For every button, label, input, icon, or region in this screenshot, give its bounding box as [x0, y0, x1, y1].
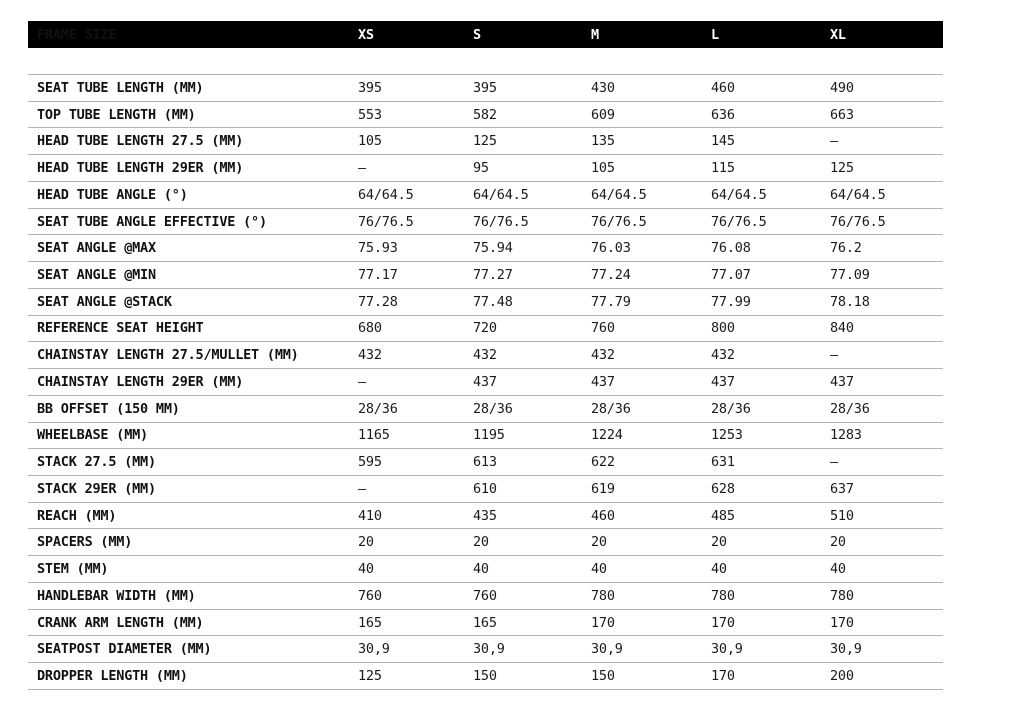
spec-value-m: 77.79: [591, 293, 631, 310]
header-spacer-row: [28, 48, 943, 75]
spec-value-m: 619: [591, 480, 615, 497]
spec-value-s: 30,9: [473, 641, 505, 658]
spec-value-l: 77.07: [711, 267, 751, 283]
table-row: [28, 102, 943, 129]
spec-value-xl: 78.18: [830, 293, 870, 310]
spec-value-m: 76.03: [591, 240, 631, 257]
spec-label: BB OFFSET (150 MM): [37, 400, 180, 417]
column-header-m: M: [591, 26, 599, 43]
table-header-row: [28, 21, 943, 48]
spec-label: SEAT ANGLE @MAX: [37, 240, 156, 257]
spec-value-m: 28/36: [591, 400, 631, 417]
spec-label: REACH (MM): [37, 507, 117, 524]
spec-label: SPACERS (MM): [37, 534, 133, 551]
table-row: [28, 423, 943, 450]
spec-value-l: 437: [711, 373, 735, 390]
spec-value-s: 437: [473, 373, 497, 390]
spec-value-m: 622: [591, 454, 615, 471]
spec-value-l: 170: [711, 614, 735, 631]
spec-label: STACK 29ER (MM): [37, 480, 156, 497]
table-row: [28, 235, 943, 262]
spec-value-xs: 680: [358, 320, 382, 337]
spec-value-m: 40: [591, 561, 607, 578]
spec-label: HEAD TUBE ANGLE (°): [37, 186, 188, 203]
table-row: [28, 396, 943, 423]
spec-value-xs: 76/76.5: [358, 213, 414, 230]
table-row: [28, 556, 943, 583]
spec-value-m: 437: [591, 373, 615, 390]
spec-value-l: 485: [711, 507, 735, 524]
spec-value-s: 613: [473, 454, 497, 471]
spec-value-xl: –: [830, 454, 838, 471]
spec-value-xl: 840: [830, 320, 854, 337]
spec-value-xs: 410: [358, 507, 382, 524]
spec-value-m: 780: [591, 587, 615, 604]
spec-value-xl: 64/64.5: [830, 186, 886, 203]
spec-label: STEM (MM): [37, 561, 109, 578]
spec-value-s: 76/76.5: [473, 213, 529, 230]
spec-value-xs: –: [358, 480, 366, 497]
spec-value-l: 77.99: [711, 293, 751, 310]
spec-value-m: 30,9: [591, 641, 623, 658]
spec-label: REFERENCE SEAT HEIGHT: [37, 320, 204, 337]
spec-label: CHAINSTAY LENGTH 29ER (MM): [37, 373, 244, 390]
spec-value-l: 170: [711, 668, 735, 685]
column-header-xl: XL: [830, 26, 846, 43]
spec-value-xs: 105: [358, 133, 382, 150]
spec-value-xs: –: [358, 373, 366, 390]
spec-label: DROPPER LENGTH (MM): [37, 668, 188, 685]
spec-label: SEAT ANGLE @MIN: [37, 267, 156, 283]
spec-value-xl: 490: [830, 79, 854, 96]
table-body: [28, 75, 943, 690]
table-row: [28, 128, 943, 155]
table-row: [28, 610, 943, 637]
spec-value-xl: –: [830, 133, 838, 150]
spec-value-xs: 165: [358, 614, 382, 631]
spec-value-m: 135: [591, 133, 615, 150]
spec-label: SEATPOST DIAMETER (MM): [37, 641, 212, 658]
spec-value-xs: 595: [358, 454, 382, 471]
spec-value-s: 582: [473, 106, 497, 123]
spec-label: SEAT ANGLE @STACK: [37, 293, 172, 310]
spec-value-m: 460: [591, 507, 615, 524]
spec-value-m: 1224: [591, 427, 623, 444]
table-row: [28, 369, 943, 396]
spec-value-m: 76/76.5: [591, 213, 647, 230]
spec-label: SEAT TUBE ANGLE EFFECTIVE (°): [37, 213, 267, 230]
spec-value-m: 170: [591, 614, 615, 631]
spec-value-s: 64/64.5: [473, 186, 529, 203]
spec-value-xs: 40: [358, 561, 374, 578]
spec-value-xs: 30,9: [358, 641, 390, 658]
spec-value-l: 1253: [711, 427, 743, 444]
spec-value-l: 780: [711, 587, 735, 604]
spec-value-l: 30,9: [711, 641, 743, 658]
spec-value-m: 760: [591, 320, 615, 337]
spec-value-m: 64/64.5: [591, 186, 647, 203]
column-header-s: S: [473, 26, 481, 43]
spec-label: WHEELBASE (MM): [37, 427, 148, 444]
spec-value-l: 631: [711, 454, 735, 471]
spec-value-xs: 77.28: [358, 293, 398, 310]
spec-value-l: 636: [711, 106, 735, 123]
spec-value-xl: –: [830, 347, 838, 364]
spec-label: STACK 27.5 (MM): [37, 454, 156, 471]
spec-value-l: 76.08: [711, 240, 751, 257]
spec-value-l: 628: [711, 480, 735, 497]
spec-label: SEAT TUBE LENGTH (MM): [37, 79, 204, 96]
table-row: [28, 209, 943, 236]
spec-value-s: 28/36: [473, 400, 513, 417]
spec-value-s: 1195: [473, 427, 505, 444]
spec-value-xl: 637: [830, 480, 854, 497]
spec-value-l: 115: [711, 160, 735, 177]
spec-value-xl: 780: [830, 587, 854, 604]
spec-value-xl: 170: [830, 614, 854, 631]
spec-value-xs: 760: [358, 587, 382, 604]
spec-value-s: 125: [473, 133, 497, 150]
spec-value-xl: 437: [830, 373, 854, 390]
spec-value-s: 77.27: [473, 267, 513, 283]
spec-value-s: 760: [473, 587, 497, 604]
table-row: [28, 75, 943, 102]
spec-value-xs: 64/64.5: [358, 186, 414, 203]
spec-value-s: 150: [473, 668, 497, 685]
spec-value-xl: 510: [830, 507, 854, 524]
spec-value-xs: 28/36: [358, 400, 398, 417]
table-row: [28, 663, 943, 690]
frame-geometry-table: [28, 21, 943, 690]
spec-value-xl: 40: [830, 561, 846, 578]
table-row: [28, 342, 943, 369]
spec-value-l: 432: [711, 347, 735, 364]
table-row: [28, 316, 943, 343]
spec-value-s: 165: [473, 614, 497, 631]
spec-value-s: 395: [473, 79, 497, 96]
spec-value-xl: 30,9: [830, 641, 862, 658]
spec-value-xs: 553: [358, 106, 382, 123]
spec-value-xl: 77.09: [830, 267, 870, 283]
spec-value-s: 432: [473, 347, 497, 364]
spec-value-xl: 200: [830, 668, 854, 685]
table-row: [28, 583, 943, 610]
spec-label: CRANK ARM LENGTH (MM): [37, 614, 204, 631]
spec-value-xs: 20: [358, 534, 374, 551]
spec-value-xs: –: [358, 160, 366, 177]
table-row: [28, 529, 943, 556]
spec-value-s: 720: [473, 320, 497, 337]
table-row: [28, 449, 943, 476]
spec-value-xs: 75.93: [358, 240, 398, 257]
spec-value-s: 75.94: [473, 240, 513, 257]
table-row: [28, 503, 943, 530]
spec-label: HANDLEBAR WIDTH (MM): [37, 587, 196, 604]
spec-value-m: 150: [591, 668, 615, 685]
table-row: [28, 289, 943, 316]
column-header-l: L: [711, 26, 719, 43]
spec-label: HEAD TUBE LENGTH 29ER (MM): [37, 160, 244, 177]
spec-value-l: 145: [711, 133, 735, 150]
spec-label: TOP TUBE LENGTH (MM): [37, 106, 196, 123]
spec-value-s: 610: [473, 480, 497, 497]
spec-value-xs: 395: [358, 79, 382, 96]
spec-value-xs: 1165: [358, 427, 390, 444]
table-row: [28, 182, 943, 209]
spec-value-l: 64/64.5: [711, 186, 767, 203]
spec-value-s: 77.48: [473, 293, 513, 310]
spec-value-l: 40: [711, 561, 727, 578]
spec-value-s: 20: [473, 534, 489, 551]
table-row: [28, 262, 943, 289]
spec-value-s: 95: [473, 160, 489, 177]
spec-label: HEAD TUBE LENGTH 27.5 (MM): [37, 133, 244, 150]
spec-value-xl: 1283: [830, 427, 862, 444]
table-row: [28, 476, 943, 503]
spec-value-xs: 125: [358, 668, 382, 685]
spec-value-xl: 28/36: [830, 400, 870, 417]
spec-value-m: 432: [591, 347, 615, 364]
spec-value-m: 20: [591, 534, 607, 551]
spec-label: CHAINSTAY LENGTH 27.5/MULLET (MM): [37, 347, 299, 364]
spec-value-l: 20: [711, 534, 727, 551]
table-row: [28, 155, 943, 182]
spec-value-m: 77.24: [591, 267, 631, 283]
spec-value-m: 609: [591, 106, 615, 123]
spec-value-xs: 432: [358, 347, 382, 364]
column-header-xs: XS: [358, 26, 374, 43]
spec-value-l: 800: [711, 320, 735, 337]
spec-value-xl: 663: [830, 106, 854, 123]
spec-value-xl: 76/76.5: [830, 213, 886, 230]
spec-value-l: 460: [711, 79, 735, 96]
spec-value-s: 40: [473, 561, 489, 578]
spec-value-m: 105: [591, 160, 615, 177]
spec-value-xs: 77.17: [358, 267, 398, 283]
spec-value-xl: 20: [830, 534, 846, 551]
spec-value-m: 430: [591, 79, 615, 96]
spec-value-l: 28/36: [711, 400, 751, 417]
spec-value-s: 435: [473, 507, 497, 524]
table-row: [28, 636, 943, 663]
spec-value-xl: 125: [830, 160, 854, 177]
column-header-frame-size: FRAME SIZE: [37, 26, 117, 43]
spec-value-xl: 76.2: [830, 240, 862, 257]
spec-value-l: 76/76.5: [711, 213, 767, 230]
